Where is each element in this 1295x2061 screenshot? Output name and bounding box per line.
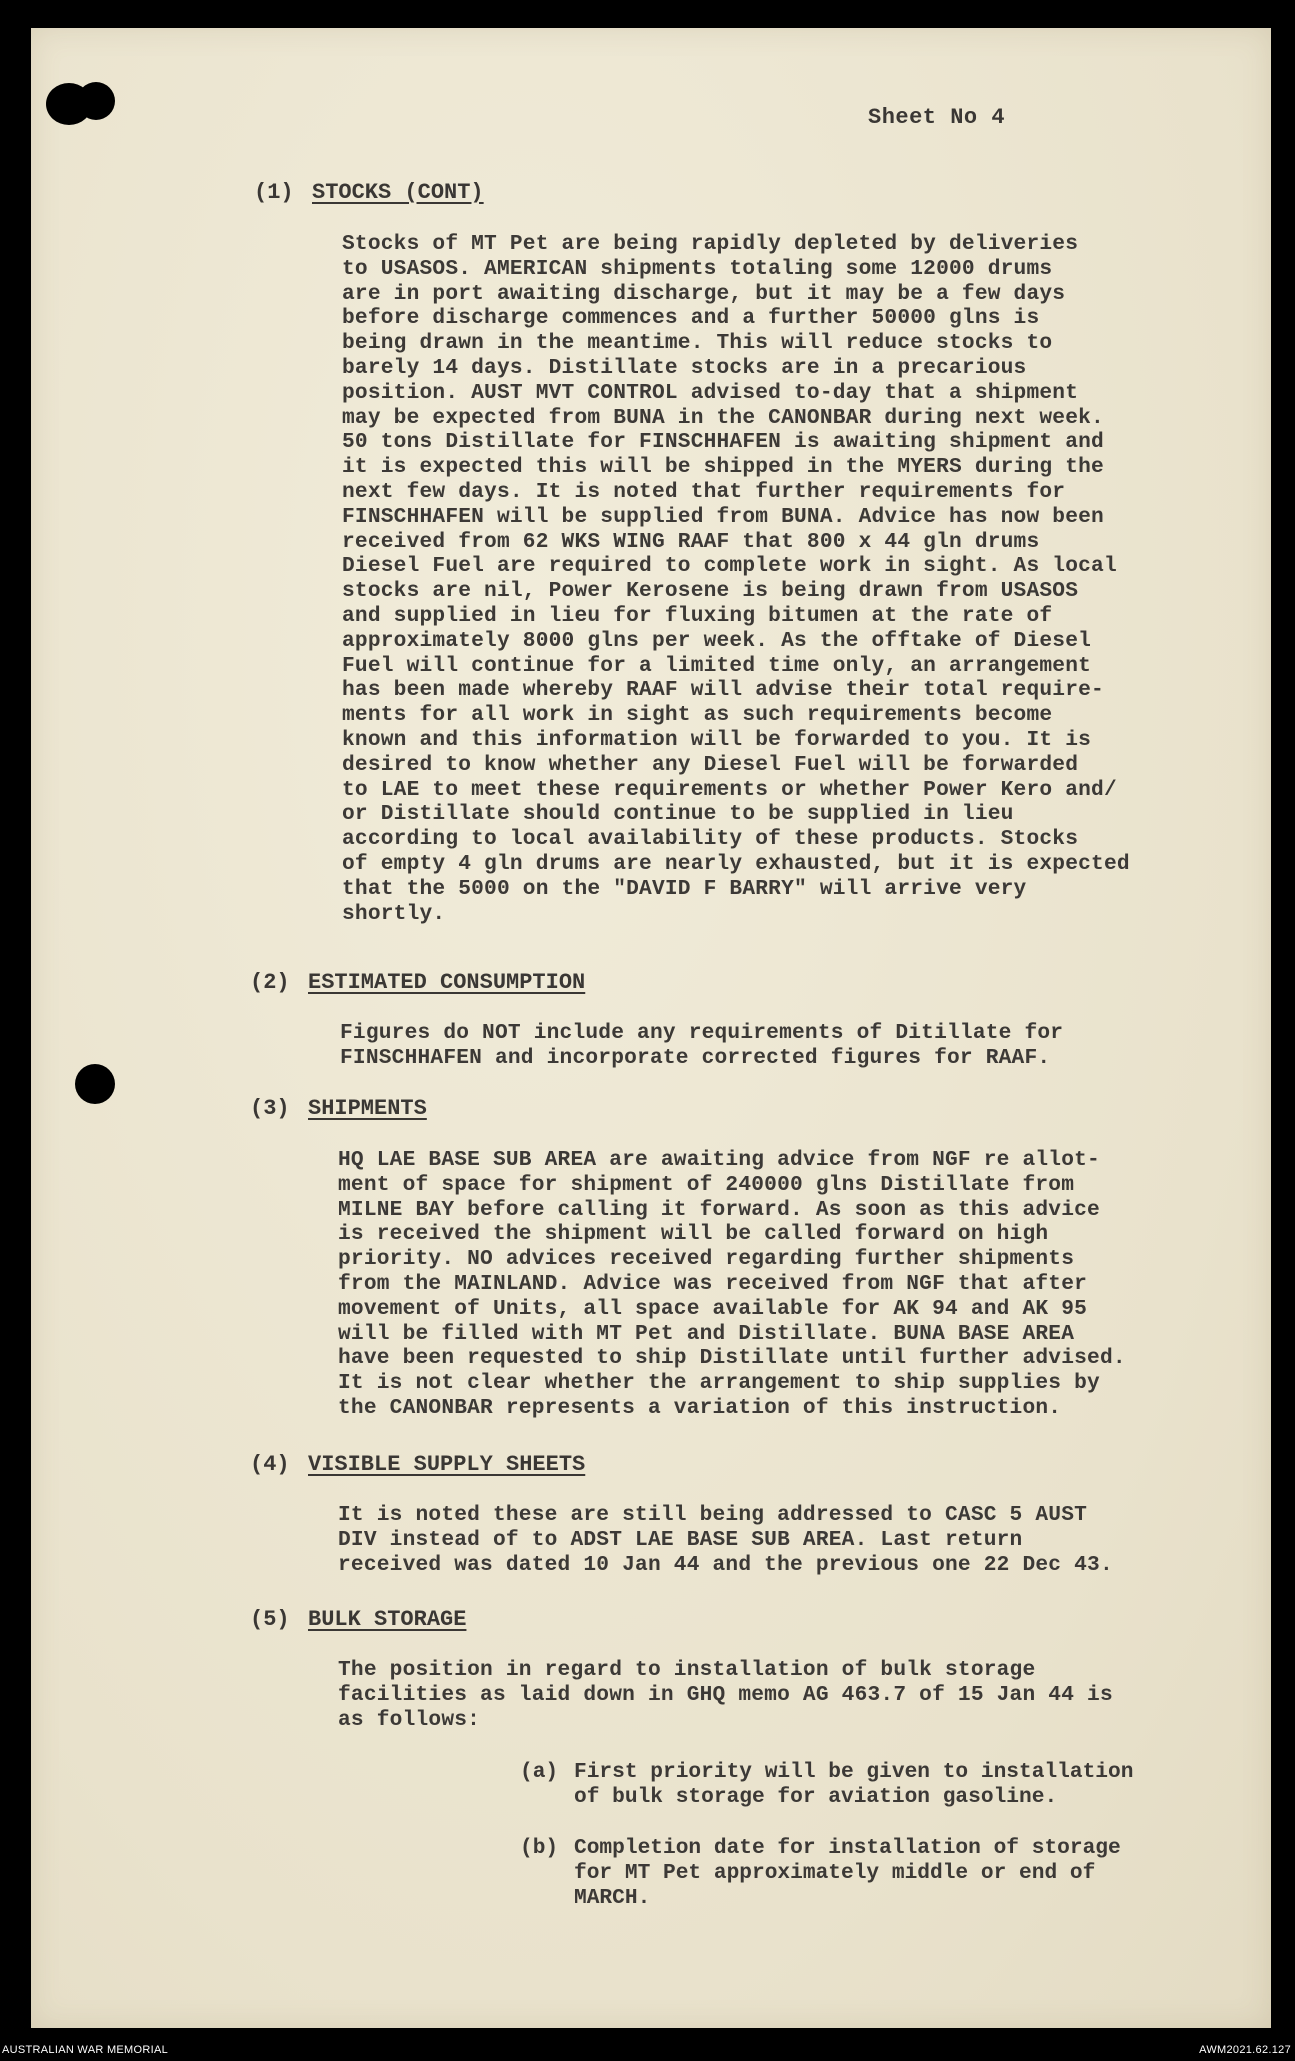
footer-institution: AUSTRALIAN WAR MEMORIAL: [2, 2044, 169, 2056]
bulk-storage-item-b: [520, 1836, 1121, 1910]
section-heading-shipments: [250, 1096, 427, 1121]
section-body-estimated-consumption: Figures do NOT include any requirements of Ditillate for FINSCHHAFEN and incorporate corrected figures for RAAF.: [340, 1021, 1064, 1070]
section-heading-stocks: [254, 180, 484, 205]
section-title: STOCKS (CONT): [312, 180, 484, 205]
section-body-stocks: Stocks of MT Pet are being rapidly depleted by deliveries to USASOS. AMERICAN shipments totaling some 12000 drums are in port awaiting discharge, but it may be a few days before discharge commences and a further 50000 glns is being drawn in the meantime. This will reduce stocks to barely 14 days. Distillate stocks are in a precarious position. AUST MVT CONTROL advised to-day that a shipment may be expected from BUNA in the CANONBAR during next week. 50 tons Distillate for FINSCHHAFEN is awaiting shipment and it is expected this will be shipped in the MYERS during the next few days. It is noted that further requirements for FINSCHHAFEN will be supplied from BUNA. Advice has now been received from 62 WKS WING RAAF that 800 x 44 gln drums Diesel Fuel are required to complete work in sight. As local stocks are nil, Power Kerosene is being drawn from USASOS and supplied in lieu for fluxing bitumen at the rate of approximately 8000 glns per week. As the offtake of Diesel Fuel will continue for a limited time only, an arrangement has been made whereby RAAF will advise their total require- ments for all work in sight as such requirements become known and this information will be forwarded to you. It is desired to know whether any Diesel Fuel will be forwarded to LAE to meet these requirements or whether Power Kero and/ or Distillate should continue to be supplied in lieu according to local availability of these products. Stocks of empty 4 gln drums are nearly exhausted, but it is expected that the 5000 on the "DAVID F BARRY" will arrive very shortly.: [342, 232, 1130, 926]
section-number: (2): [250, 970, 290, 995]
section-body-bulk-storage: The position in regard to installation of bulk storage facilities as laid down in GHQ memo AG 463.7 of 15 Jan 44 is as follows:: [338, 1658, 1113, 1732]
item-text: First priority will be given to installation of bulk storage for aviation gasoline.: [574, 1760, 1134, 1809]
item-marker: (b): [520, 1836, 559, 1860]
item-marker: (a): [520, 1760, 559, 1784]
section-title: SHIPMENTS: [308, 1096, 427, 1121]
section-heading-estimated-consumption: [250, 970, 585, 995]
footer-catalog-number: AWM2021.62.127: [1199, 2044, 1291, 2056]
punch-hole-top-2: [77, 82, 115, 120]
punch-hole-bottom: [75, 1064, 115, 1104]
section-body-visible-supply-sheets: It is noted these are still being addressed to CASC 5 AUST DIV instead of to ADST LAE BASE SUB AREA. Last return received was dated 10 Jan 44 and the previous one 22 Dec 43.: [338, 1503, 1113, 1577]
section-number: (3): [250, 1096, 290, 1121]
section-heading-bulk-storage: [250, 1607, 466, 1632]
bulk-storage-item-a: [520, 1760, 1134, 1834]
section-title: VISIBLE SUPPLY SHEETS: [308, 1452, 586, 1477]
section-number: (1): [254, 180, 294, 205]
section-title: ESTIMATED CONSUMPTION: [308, 970, 586, 995]
section-title: BULK STORAGE: [308, 1607, 467, 1632]
section-heading-visible-supply-sheets: [250, 1452, 585, 1477]
section-number: (4): [250, 1452, 290, 1477]
sheet-number: Sheet No 4: [868, 105, 1006, 130]
section-body-shipments: HQ LAE BASE SUB AREA are awaiting advice from NGF re allot- ment of space for shipment of 240000 glns Distillate from MILNE BAY before calling it forward. As soon as this advice is received the shipment will be called forward on high priority. NO advices received regarding further shipments from the MAINLAND. Advice was received from NGF that after movement of Units, all space available for AK 94 and AK 95 will be filled with MT Pet and Distillate. BUNA BASE AREA have been requested to ship Distillate until further advised. It is not clear whether the arrangement to ship supplies by the CANONBAR represents a variation of this instruction.: [338, 1148, 1126, 1420]
section-number: (5): [250, 1607, 290, 1632]
item-text: Completion date for installation of storage for MT Pet approximately middle or end of MARCH.: [574, 1836, 1121, 1910]
